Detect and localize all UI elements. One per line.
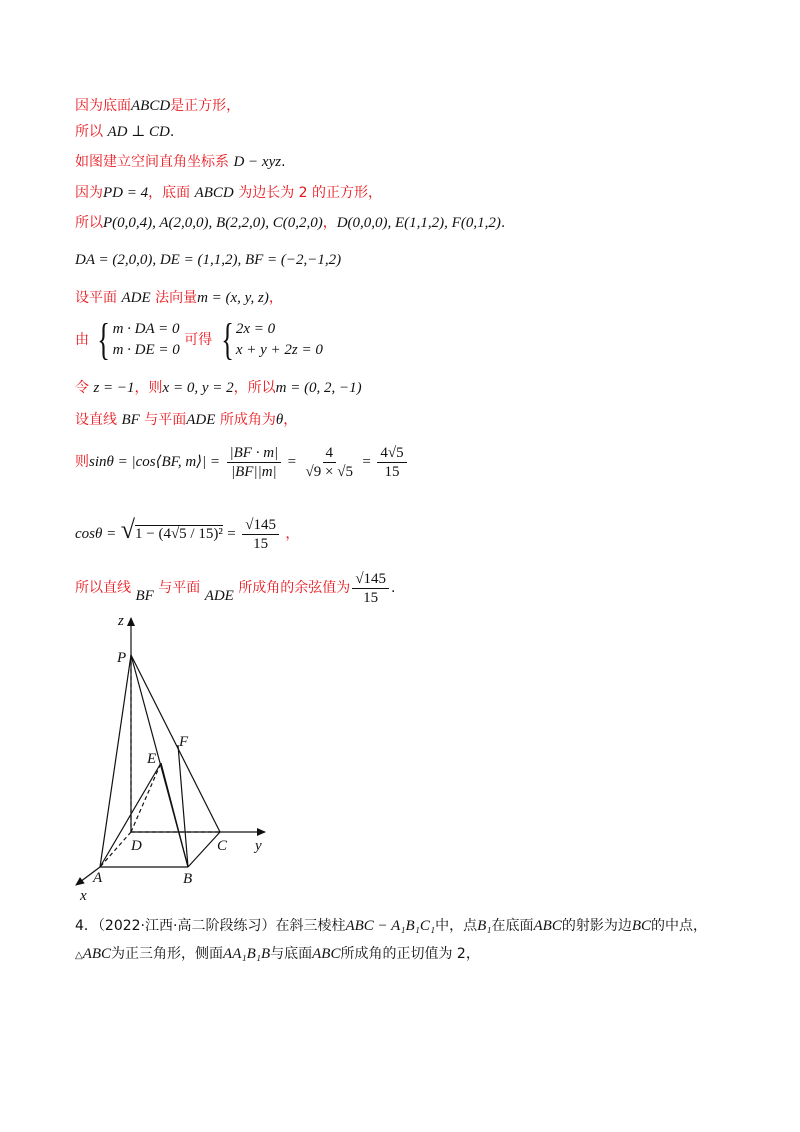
- edge-de: [131, 763, 161, 832]
- line-10: 设直线 BF 与平面ADE 所成角为θ，: [75, 412, 298, 428]
- pyramid-figure: [60, 610, 290, 900]
- label-b: B: [183, 871, 193, 887]
- label-y: y: [255, 838, 262, 854]
- edge-bc: [188, 832, 220, 867]
- label-d: D: [131, 838, 142, 854]
- fraction: $\frac{|BF \cdot m|}{|BF||m|}$: [227, 444, 282, 481]
- edge-pc: [131, 655, 220, 832]
- label-z: z: [118, 613, 124, 629]
- brace-icon: {: [97, 315, 111, 364]
- brace-icon: {: [220, 315, 234, 364]
- label-p: P: [117, 650, 127, 666]
- line-7-normal-vector: 设平面 ADE 法向量m = (x, y, z)，: [75, 290, 283, 306]
- problem-line-2: △ABC为正三角形，侧面AA₁B₁B与底面ABC所成角的正切值为 2，: [75, 946, 480, 962]
- line-8-system: 由 { m · DA = 0 m · DE = 0 可得 { 2x = 0 x + y + 2z = 0: [75, 315, 323, 364]
- fraction: $\frac{4√5}{15}$: [377, 444, 406, 481]
- label-c: C: [217, 838, 228, 854]
- system-2: { 2x = 0 x + y + 2z = 0: [220, 315, 323, 364]
- line-6-vectors: DA = (2,0,0), DE = (1,1,2), BF = (−2,−1,2): [75, 252, 342, 268]
- line-11-sine: 则sinθ = |cos⟨BF, m⟩| = $\frac{|BF \cdot m|}{|BF||m|}$ = $\frac{4}{√9 \times √5}$ = $\frac{4√5}{15}$: [75, 442, 409, 482]
- fraction: $\frac{√145}{15}$: [242, 516, 279, 553]
- fraction: $\frac{4}{√9 \times √5}$: [305, 444, 353, 480]
- sqrt-symbol: √: [120, 515, 135, 544]
- line-3: 如图建立空间直角坐标系 D − xyz.: [75, 154, 286, 170]
- line-1: 因为底面ABCD是正方形，: [75, 98, 241, 114]
- system-1: { m · DA = 0 m · DE = 0: [97, 315, 180, 364]
- label-a: A: [93, 870, 103, 886]
- line-9: 令 z = −1，则x = 0, y = 2，所以m = (0, 2, −1): [75, 380, 362, 396]
- line-4: 因为PD = 4，底面 ABCD 为边长为 2 的正方形，: [75, 185, 383, 201]
- label-e: E: [147, 751, 157, 767]
- label-f: F: [179, 734, 189, 750]
- line-13-answer: 所以直线 BF 与平面 ADE 所成角的余弦值为 $\frac{√145}{15}$ .: [75, 570, 396, 606]
- label-x: x: [80, 888, 87, 900]
- line-5-coordinates: 所以P(0,0,4), A(2,0,0), B(2,2,0), C(0,2,0)，D(0,0,0), E(1,1,2), F(0,1,2).: [75, 215, 506, 231]
- edge-pa: [100, 655, 131, 867]
- problem-line-1: 4．（2022·江西·高二阶段练习）在斜三棱柱ABC − A₁B₁C₁中，点B₁在底面ABC的射影为边BC的中点，: [75, 918, 708, 934]
- fraction: $\frac{√145}{15}$: [352, 570, 389, 607]
- line-2: 所以 AD ⊥ CD.: [75, 124, 175, 140]
- line-12-cosine: cosθ = √1 − (4√5 / 15)² = $\frac{√145}{15}$ ，: [75, 515, 300, 552]
